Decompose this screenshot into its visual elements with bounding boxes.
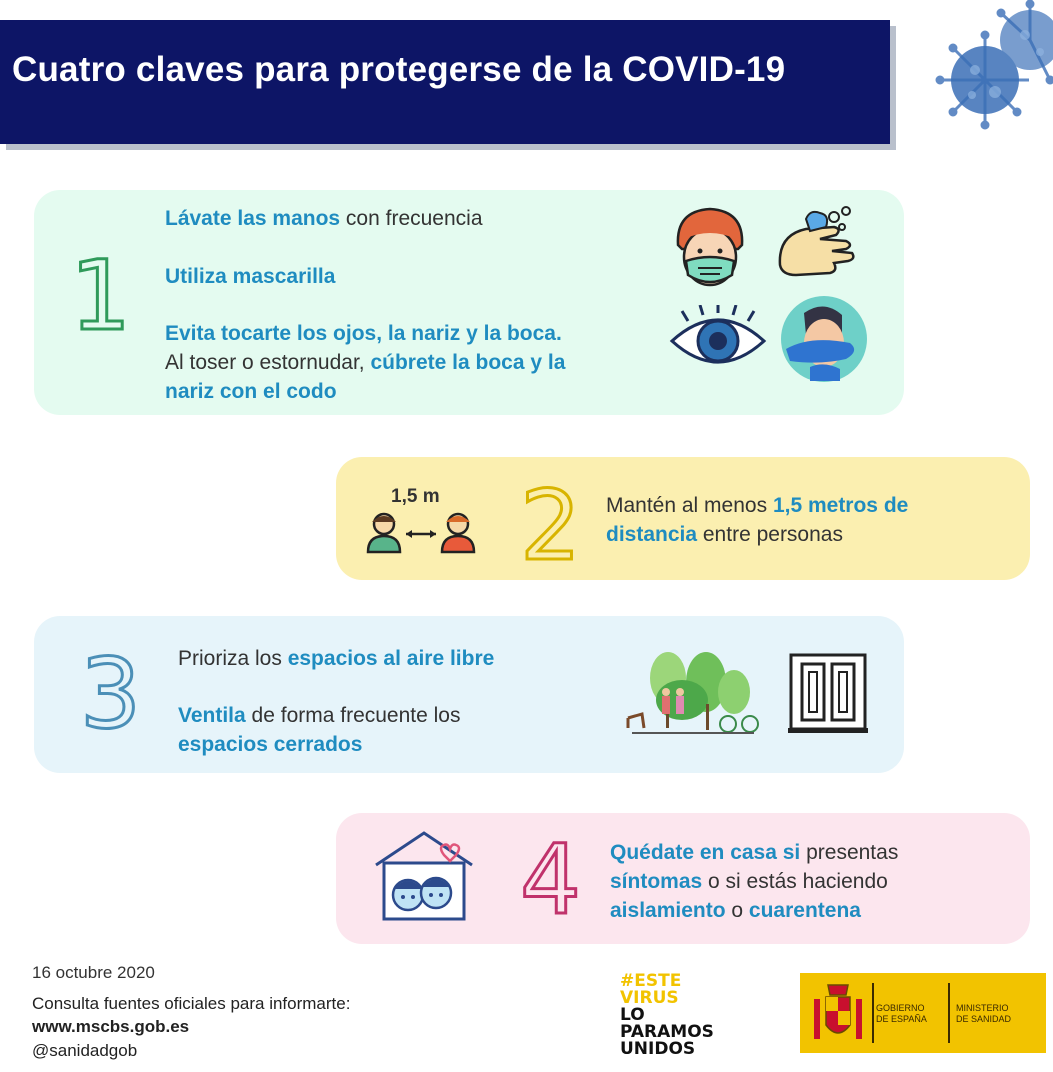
- section-3-line-2: Ventila de forma frecuente los: [178, 704, 461, 727]
- campaign-hashtag-logo: #ESTE VIRUS LO PARAMOS UNIDOS: [620, 971, 714, 1059]
- section-3-panel: [34, 616, 904, 773]
- footer-handle[interactable]: @sanidadgob: [32, 1041, 138, 1060]
- section-1-number: 1: [70, 240, 132, 352]
- park-icon: [622, 648, 762, 736]
- section-1-line-4: Al toser o estornudar, cúbrete la boca y la: [165, 351, 566, 374]
- distance-label: 1,5 m: [391, 486, 440, 507]
- eye-icon: [668, 305, 768, 371]
- section-2-line-1: Mantén al menos 1,5 metros de: [606, 494, 909, 517]
- section-3-number: 3: [80, 638, 142, 750]
- hand-washing-icon: [776, 205, 858, 279]
- gov-spain-text: GOBIERNO DE ESPAÑA: [876, 1003, 927, 1024]
- section-2-line-2: distancia entre personas: [606, 523, 843, 546]
- section-2-number: 2: [520, 470, 582, 582]
- section-1-line-3: Evita tocarte los ojos, la nariz y la boca.: [165, 322, 562, 345]
- section-1-line-5: nariz con el codo: [165, 380, 337, 403]
- government-logo-block: [800, 973, 1046, 1053]
- virus-icon: [930, 0, 1053, 150]
- mask-face-icon: [672, 205, 748, 289]
- window-icon: [788, 652, 868, 734]
- sneeze-elbow-icon: [780, 295, 868, 383]
- footer-consult: Consulta fuentes oficiales para informarte:: [32, 994, 351, 1013]
- house-family-icon: [372, 829, 476, 923]
- section-3-line-3: espacios cerrados: [178, 733, 363, 756]
- coat-of-arms-icon: [810, 981, 866, 1045]
- footer-url[interactable]: www.mscbs.gob.es: [32, 1017, 190, 1036]
- section-1-line-2: Utiliza mascarilla: [165, 265, 336, 288]
- section-4-line-3: aislamiento o cuarentena: [610, 899, 861, 922]
- section-4-line-1: Quédate en casa si presentas: [610, 841, 899, 864]
- section-3-line-1: Prioriza los espacios al aire libre: [178, 647, 495, 670]
- page-title: Cuatro claves para protegerse de la COVID-19: [12, 50, 786, 89]
- people-distance-icon: [364, 510, 478, 554]
- ministry-text: MINISTERIO DE SANIDAD: [956, 1003, 1012, 1024]
- section-1-line-1: Lávate las manos con frecuencia: [165, 207, 483, 230]
- section-4-line-2: síntomas o si estás haciendo: [610, 870, 888, 893]
- section-4-number: 4: [520, 824, 582, 936]
- footer-date: 16 octubre 2020: [32, 963, 155, 982]
